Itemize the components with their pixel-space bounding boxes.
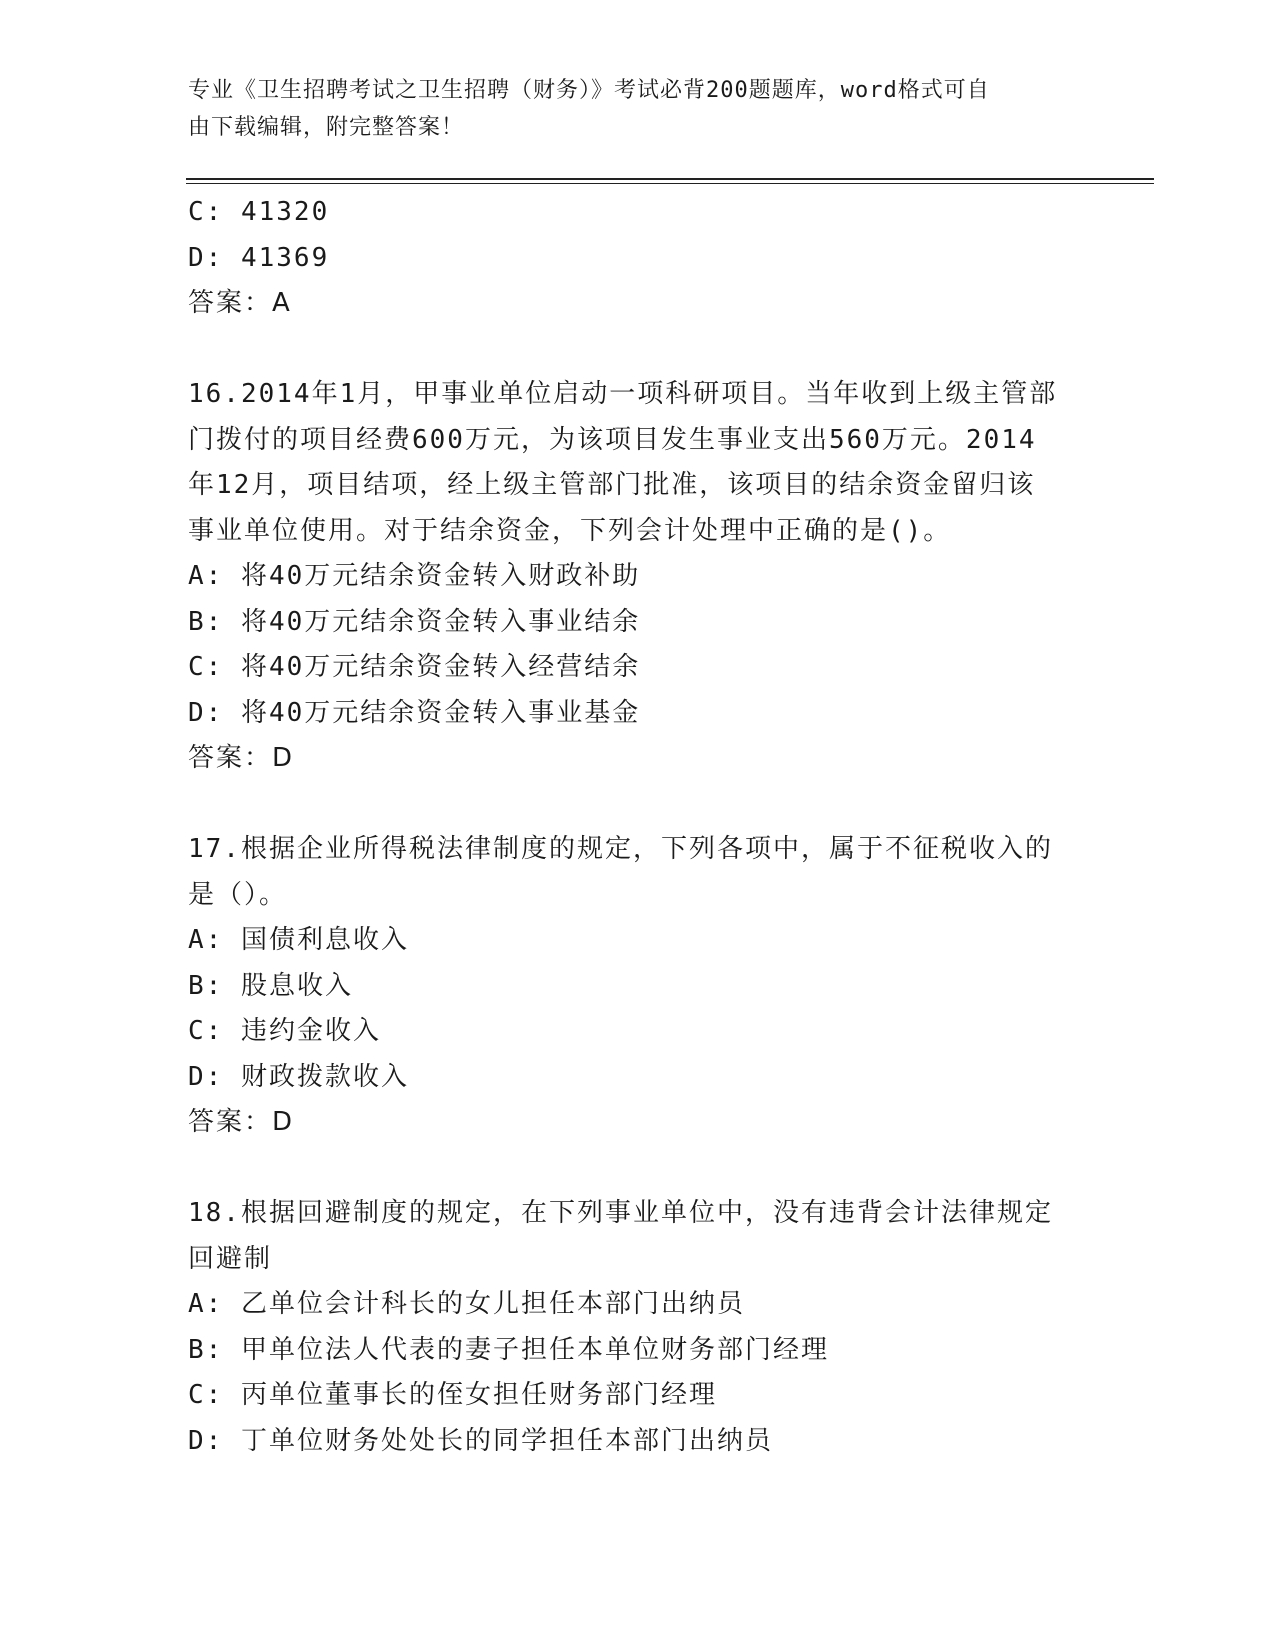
question-text-line: 回避制 — [188, 1243, 273, 1274]
option-b: B: 股息收入 — [188, 970, 353, 1001]
header-line-1: 专业《卫生招聘考试之卫生招聘（财务）》考试必背200题题库，word格式可自 — [188, 78, 990, 103]
option-b: B: 将40万元结余资金转入事业结余 — [188, 606, 641, 637]
option-d: D: 财政拨款收入 — [188, 1061, 409, 1092]
question-text-line: 年12月，项目结项，经上级主管部门批准，该项目的结余资金留归该 — [188, 470, 1036, 500]
spacer — [188, 782, 1088, 828]
header-divider-thin — [186, 183, 1154, 184]
question-16 — [188, 372, 1088, 782]
question-text-line: 17.根据企业所得税法律制度的规定，下列各项中，属于不征税收入的 — [188, 834, 1053, 864]
document-header — [188, 72, 1068, 146]
option-c: C: 41320 — [188, 197, 330, 227]
header-divider-thick — [186, 178, 1154, 180]
spacer — [188, 1146, 1088, 1192]
option-c: C: 将40万元结余资金转入经营结余 — [188, 652, 641, 682]
option-a: A: 乙单位会计科长的女儿担任本部门出纳员 — [188, 1289, 745, 1319]
spacer — [188, 327, 1088, 373]
question-list — [188, 190, 1088, 1464]
question-17 — [188, 827, 1088, 1146]
answer-line: 答案：D — [188, 743, 295, 773]
answer-line: 答案：D — [188, 1107, 295, 1137]
question-text-line: 16.2014年1月，甲事业单位启动一项科研项目。当年收到上级主管部 — [188, 379, 1058, 409]
option-a: A: 国债利息收入 — [188, 925, 409, 955]
header-line-2: 由下载编辑，附完整答案！ — [188, 115, 465, 140]
question-text-line: 是（）。 — [188, 879, 288, 910]
option-d: D: 41369 — [188, 242, 330, 273]
question-18 — [188, 1191, 1088, 1464]
option-d: D: 丁单位财务处处长的同学担任本部门出纳员 — [188, 1425, 773, 1456]
option-d: D: 将40万元结余资金转入事业基金 — [188, 697, 641, 728]
question-text-line: 事业单位使用。对于结余资金，下列会计处理中正确的是()。 — [188, 515, 952, 546]
option-b: B: 甲单位法人代表的妻子担任本单位财务部门经理 — [188, 1334, 829, 1365]
option-c: C: 违约金收入 — [188, 1016, 381, 1046]
option-a: A: 将40万元结余资金转入财政补助 — [188, 561, 641, 591]
previous-question-tail — [188, 190, 1088, 327]
question-text-line: 18.根据回避制度的规定，在下列事业单位中，没有违背会计法律规定 — [188, 1198, 1053, 1228]
question-text-line: 门拨付的项目经费600万元，为该项目发生事业支出560万元。2014 — [188, 424, 1037, 455]
answer-line: 答案：A — [188, 288, 292, 318]
option-c: C: 丙单位董事长的侄女担任财务部门经理 — [188, 1380, 717, 1410]
